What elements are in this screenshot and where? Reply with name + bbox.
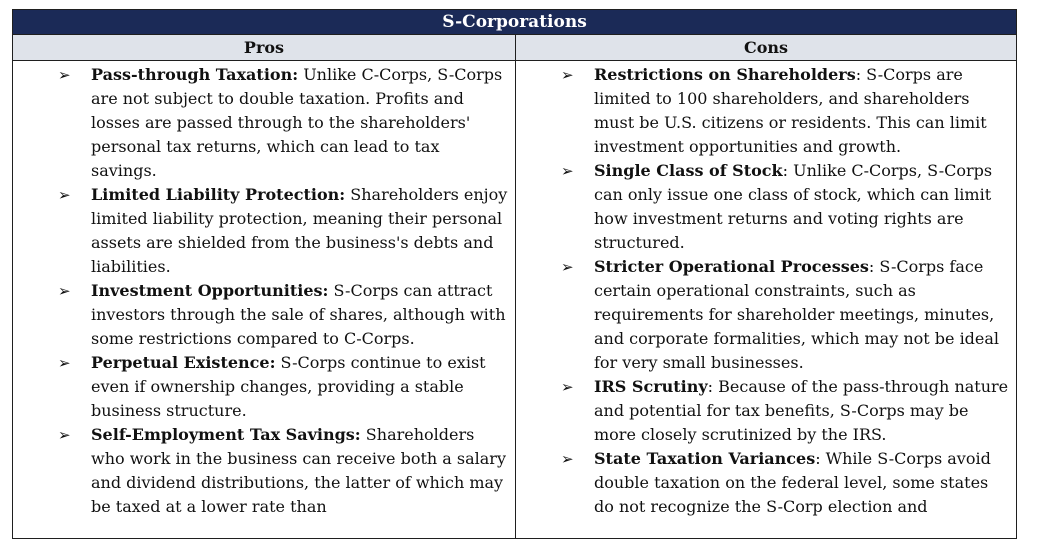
- item-term: Restrictions on Shareholders: [594, 65, 856, 84]
- pros-column: [13, 61, 516, 539]
- body-row: [13, 61, 1016, 539]
- item-term: Stricter Operational Processes: [594, 257, 869, 276]
- item-description: Shareholders enjoy limited liability protection, meaning their personal assets are shielded from the business's debts and liabilities.: [91, 185, 508, 276]
- header-row: [13, 35, 1016, 61]
- pros-list-item: [13, 279, 515, 351]
- arrow-bullet-icon: ➢: [561, 258, 574, 276]
- item-term: Investment Opportunities:: [91, 281, 329, 300]
- arrow-bullet-icon: ➢: [561, 450, 574, 468]
- item-term: Single Class of Stock: [594, 161, 783, 180]
- item-description: S-Corps continue to exist even if ownership changes, providing a stable business structure.: [91, 353, 486, 420]
- pros-list-item: [13, 183, 515, 279]
- item-description: : S-Corps are limited to 100 shareholders, and shareholders must be U.S. citizens or residents. This can limit investment opportunities and growth.: [594, 65, 987, 156]
- item-description: : Because of the pass-through nature and potential for tax benefits, S-Corps may be more closely scrutinized by the IRS.: [594, 377, 1009, 444]
- cons-list-item: [516, 255, 1016, 375]
- arrow-bullet-icon: ➢: [58, 66, 71, 84]
- cons-list-item: [516, 447, 1016, 519]
- item-description: : While S-Corps avoid double taxation on the federal level, some states do not recognize the S-Corp election and: [594, 449, 991, 516]
- arrow-bullet-icon: ➢: [58, 282, 71, 300]
- cons-list-item: [516, 159, 1016, 255]
- item-term: State Taxation Variances: [594, 449, 816, 468]
- item-term: Perpetual Existence:: [91, 353, 276, 372]
- item-description: : Unlike C-Corps, S-Corps can only issue one class of stock, which can limit how investment returns and voting rights are structured.: [594, 161, 993, 252]
- cons-list-item: [516, 375, 1016, 447]
- s-corporations-table: [12, 9, 1017, 539]
- pros-list-item: [13, 63, 515, 183]
- item-term: Pass-through Taxation:: [91, 65, 299, 84]
- arrow-bullet-icon: ➢: [561, 66, 574, 84]
- item-description: Shareholders who work in the business can receive both a salary and dividend distributions, the latter of which may be taxed at a lower rate than: [91, 425, 506, 516]
- cons-header: Cons: [743, 38, 789, 57]
- arrow-bullet-icon: ➢: [561, 162, 574, 180]
- arrow-bullet-icon: ➢: [58, 354, 71, 372]
- arrow-bullet-icon: ➢: [561, 378, 574, 396]
- item-term: Self-Employment Tax Savings:: [91, 425, 361, 444]
- item-description: Unlike C-Corps, S-Corps are not subject to double taxation. Profits and losses are passed through to the shareholders' personal tax returns, which can lead to tax savings.: [91, 65, 503, 180]
- arrow-bullet-icon: ➢: [58, 426, 71, 444]
- table-title: S-Corporations: [13, 10, 1016, 35]
- arrow-bullet-icon: ➢: [58, 186, 71, 204]
- item-term: IRS Scrutiny: [594, 377, 708, 396]
- pros-header: Pros: [13, 35, 516, 60]
- item-term: Limited Liability Protection:: [91, 185, 346, 204]
- pros-list-item: [13, 423, 515, 519]
- item-description: S-Corps can attract investors through the sale of shares, although with some restrictions compared to C-Corps.: [91, 281, 506, 348]
- pros-list-item: [13, 351, 515, 423]
- cons-list-item: [516, 63, 1016, 159]
- cons-column: [516, 61, 1016, 539]
- item-description: : S-Corps face certain operational constraints, such as requirements for shareholder meetings, minutes, and corporate formalities, which may not be ideal for very small businesses.: [594, 257, 1000, 372]
